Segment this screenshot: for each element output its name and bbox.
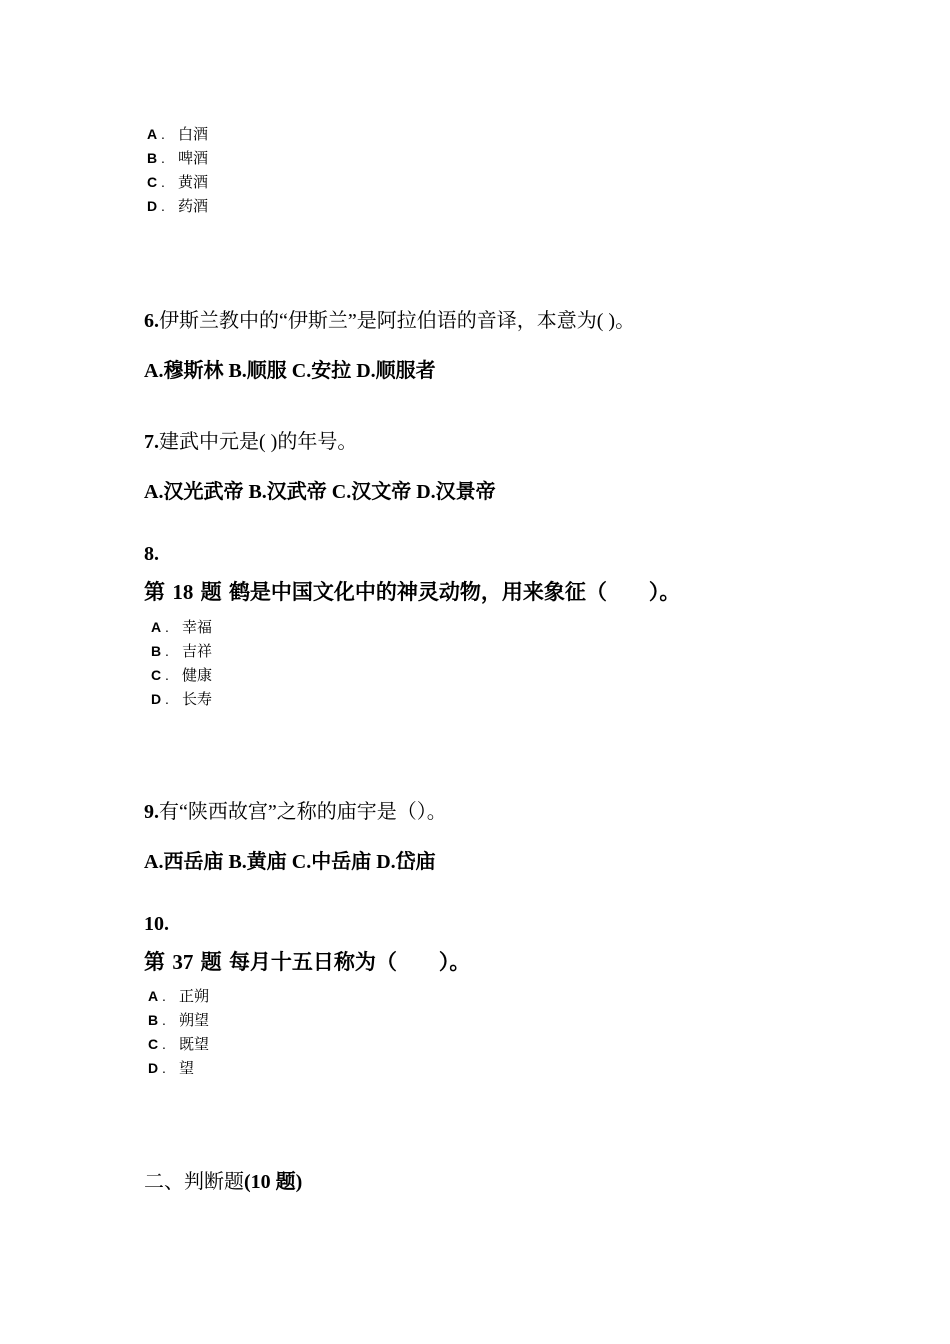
- option-letter: A: [151, 619, 162, 635]
- q10-options: [148, 984, 209, 1080]
- section-heading: [144, 1169, 302, 1195]
- option-item: A . 正朔: [148, 984, 209, 1008]
- option-text: 啤酒: [178, 149, 209, 167]
- option-letter: D: [148, 1060, 159, 1076]
- answers-6: A.穆斯林 B.顺服 C.安拉 D.顺服者: [144, 360, 436, 382]
- question-text: 伊斯兰教中的“伊斯兰”是阿拉伯语的音译，本意为( )。: [159, 310, 636, 332]
- question-7: [144, 429, 357, 455]
- question-number: 9.: [144, 801, 159, 823]
- option-item: B . 朔望: [148, 1008, 209, 1032]
- option-text: 健康: [182, 666, 213, 684]
- answers-9: A.西岳庙 B.黄庙 C.中岳庙 D.岱庙: [144, 851, 436, 873]
- option-item: B . 啤酒: [147, 146, 208, 170]
- option-text: 既望: [179, 1035, 210, 1053]
- option-letter: A: [148, 988, 159, 1004]
- option-letter: A: [147, 126, 158, 142]
- option-text: 药酒: [178, 197, 209, 215]
- question-text: 建武中元是( )的年号。: [159, 431, 358, 453]
- option-text: 白酒: [178, 125, 209, 143]
- option-item: D . 药酒: [147, 194, 208, 218]
- question-10-number: 10.: [144, 913, 169, 935]
- option-item: B . 吉祥: [151, 639, 212, 663]
- option-text: 正朔: [179, 987, 210, 1005]
- question-9: [144, 799, 447, 825]
- option-item: C . 黄酒: [147, 170, 208, 194]
- option-text: 朔望: [179, 1011, 210, 1029]
- question-6: [144, 308, 635, 334]
- option-text: 望: [179, 1059, 195, 1077]
- option-item: C . 既望: [148, 1032, 209, 1056]
- option-letter: B: [148, 1012, 159, 1028]
- question-8-text: 第 18 题 鹤是中国文化中的神灵动物，用来象征（ ）。: [144, 580, 681, 604]
- section-count: (10 题): [244, 1171, 303, 1193]
- option-item: A . 白酒: [147, 122, 208, 146]
- question-text: 有“陕西故宫”之称的庙宇是（）。: [159, 801, 447, 823]
- question-number: 6.: [144, 310, 159, 332]
- option-letter: B: [151, 643, 162, 659]
- option-item: D . 长寿: [151, 687, 212, 711]
- option-text: 幸福: [182, 618, 213, 636]
- option-text: 吉祥: [182, 642, 213, 660]
- q8-options: [151, 615, 212, 711]
- option-item: A . 幸福: [151, 615, 212, 639]
- option-letter: C: [148, 1036, 159, 1052]
- question-number: 7.: [144, 431, 159, 453]
- option-letter: C: [151, 667, 162, 683]
- question-10-text: 第 37 题 每月十五日称为（ ）。: [144, 950, 471, 974]
- option-letter: D: [151, 691, 162, 707]
- answers-7: A.汉光武帝 B.汉武帝 C.汉文帝 D.汉景帝: [144, 481, 496, 503]
- option-letter: D: [147, 198, 158, 214]
- section-title: 二、判断题: [144, 1171, 244, 1193]
- option-letter: B: [147, 150, 158, 166]
- option-item: D . 望: [148, 1056, 209, 1080]
- question-8-number: 8.: [144, 543, 159, 565]
- option-text: 黄酒: [178, 173, 209, 191]
- option-letter: C: [147, 174, 158, 190]
- option-item: C . 健康: [151, 663, 212, 687]
- option-text: 长寿: [182, 690, 213, 708]
- q5-options: [147, 122, 208, 218]
